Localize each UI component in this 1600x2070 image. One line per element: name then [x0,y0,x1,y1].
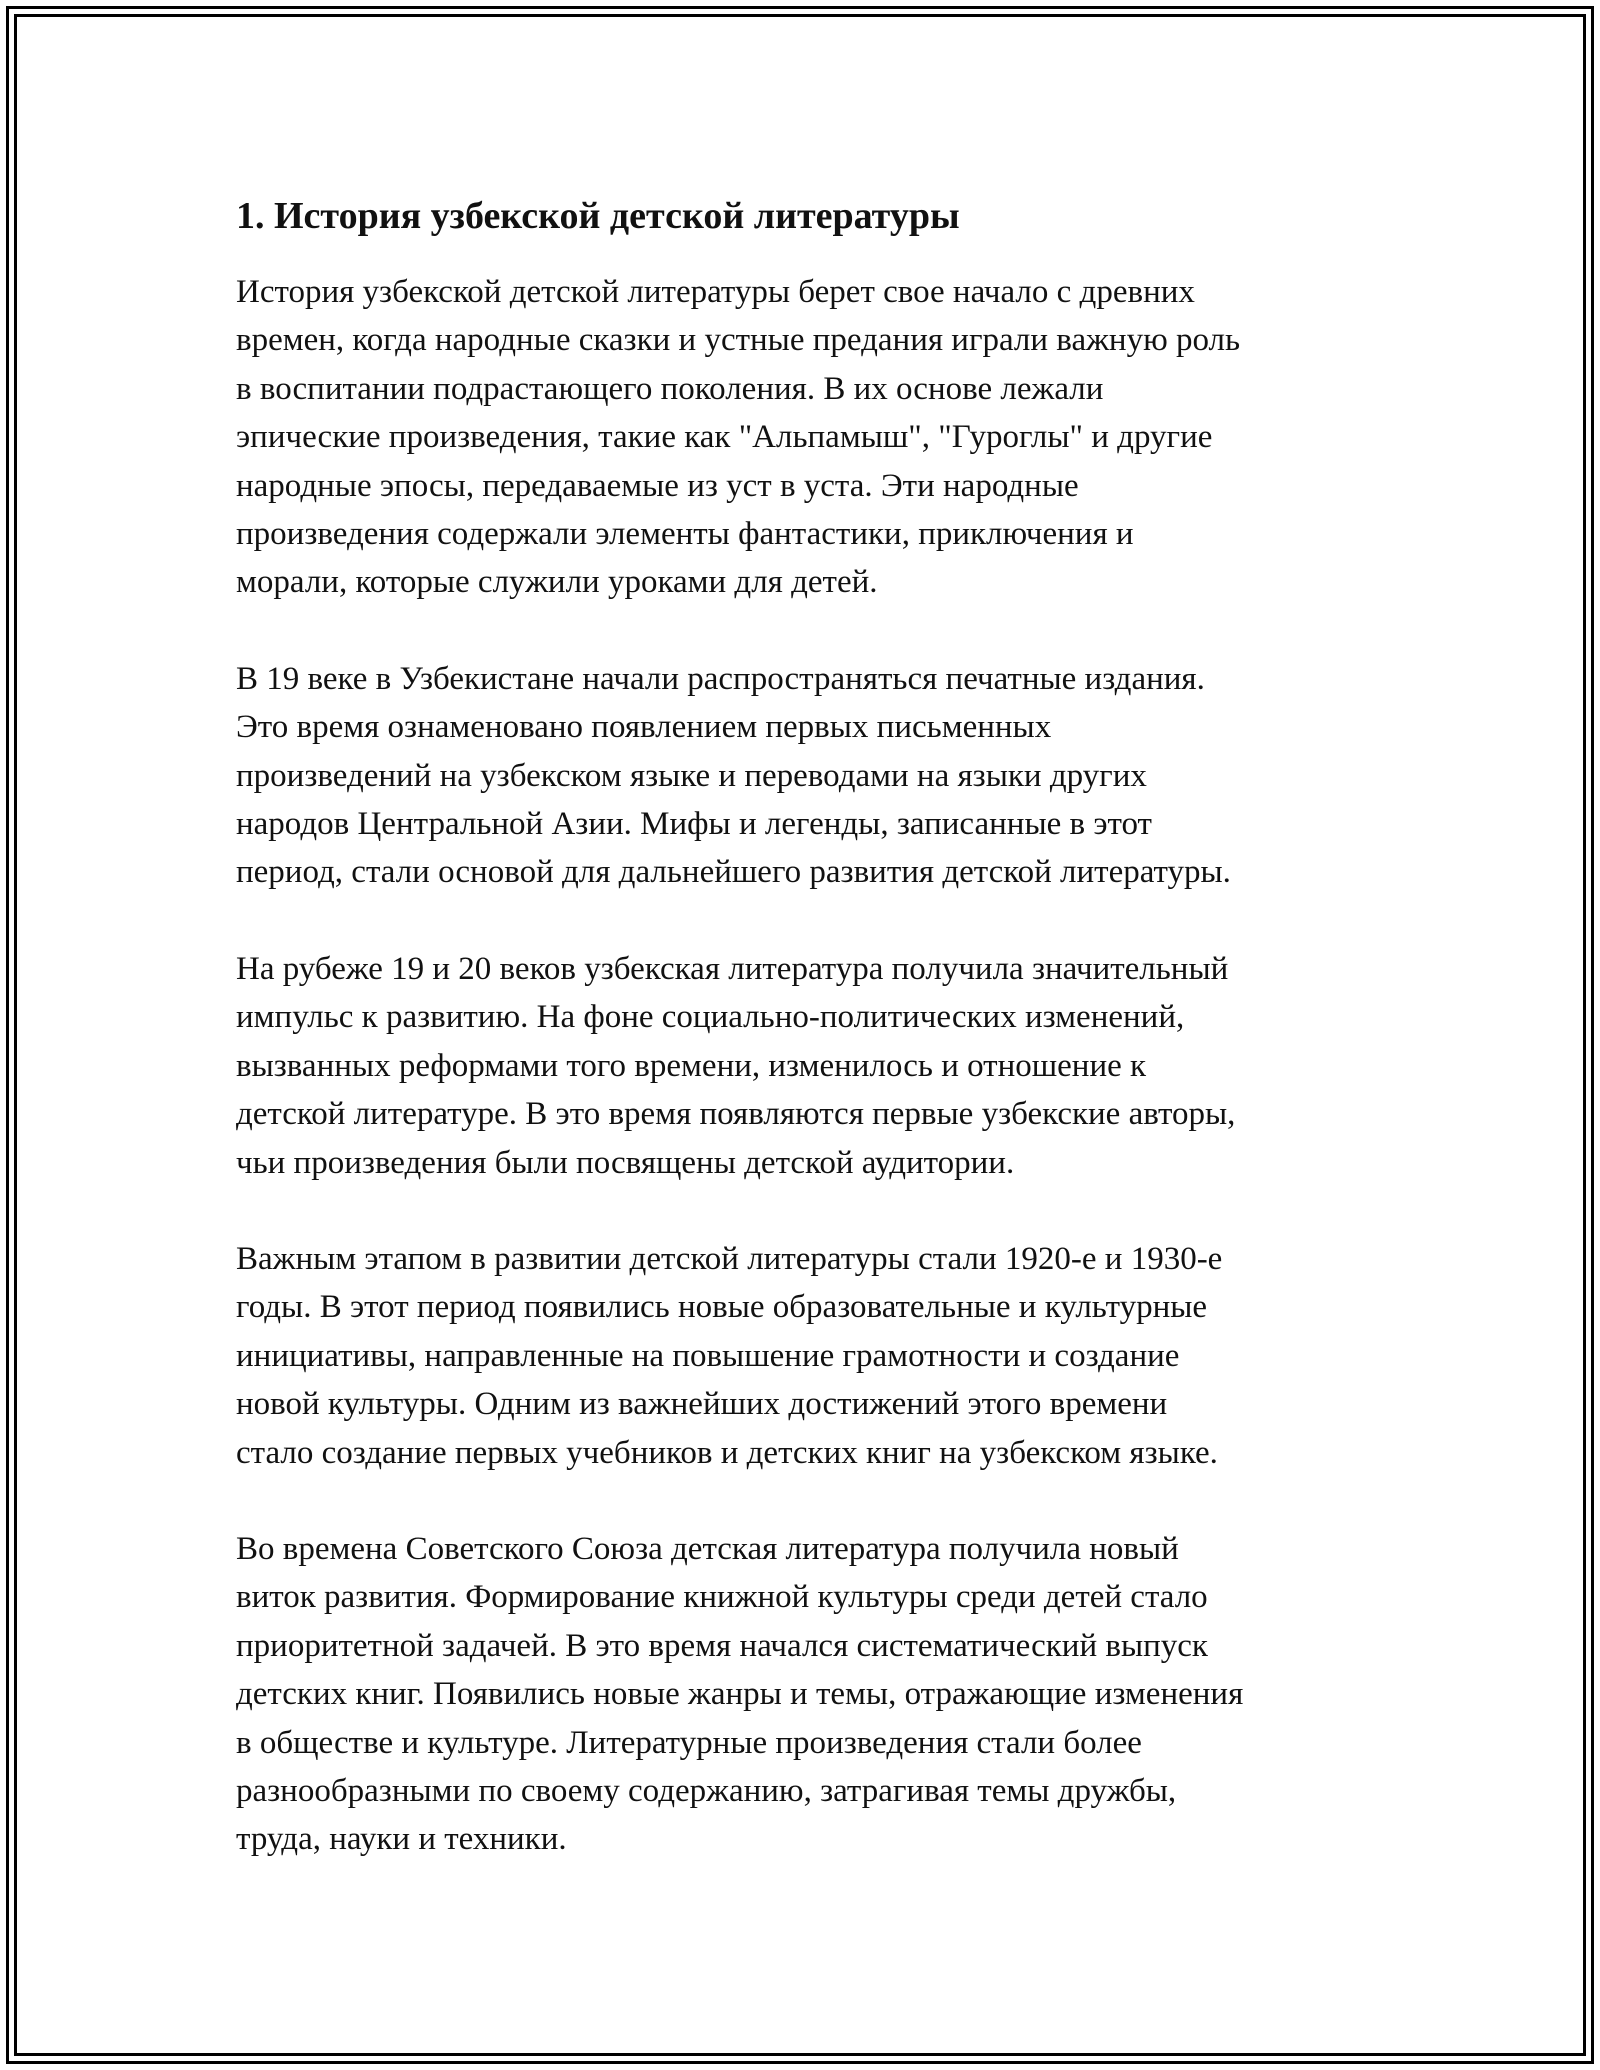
paragraph-line: Важным этапом в развитии детской литературы стали 1920-е и 1930-е [236,1240,1223,1277]
paragraph-line: детской литературе. В это время появляются первые узбекские авторы, [236,1096,1236,1133]
paragraph-line: в воспитании подрастающего поколения. В их основе лежали [236,370,1104,407]
paragraph-line: приоритетной задачей. В это время начался систематический выпуск [236,1627,1208,1664]
paragraph-line: стало создание первых учебников и детских книг на узбекском языке. [236,1434,1218,1471]
paragraph-line: произведений на узбекском языке и переводами на языки других [236,757,1147,794]
paragraph-line: годы. В этот период появились новые образовательные и культурные [236,1289,1208,1326]
paragraph-line: эпические произведения, такие как "Альпамыш", "Гуроглы" и другие [236,419,1213,456]
paragraph-line: История узбекской детской литературы берет свое начало с древних [236,274,1195,310]
paragraph-line: На рубеже 19 и 20 веков узбекская литература получила значительный [236,950,1229,987]
paragraph-line: произведения содержали элементы фантастики, приключения и [236,516,1134,553]
paragraph-5 [236,1525,1366,1864]
paragraph-line: вызванных реформами того времени, изменилось и отношение к [236,1047,1147,1084]
paragraph-line: детских книг. Появились новые жанры и темы, отражающие изменения [236,1676,1244,1713]
paragraph-line: разнообразными по своему содержанию, затрагивая темы дружбы, [236,1772,1177,1809]
paragraph-line: импульс к развитию. На фоне социально-политических изменений, [236,999,1185,1036]
paragraph-line: народов Центральной Азии. Мифы и легенды, записанные в этот [236,806,1152,843]
paragraph-line: труда, науки и техники. [236,1821,567,1858]
paragraph-2 [236,655,1366,897]
paragraph-line: виток развития. Формирование книжной культуры среди детей стало [236,1579,1208,1616]
document-body [236,188,1366,1912]
paragraph-line: новой культуры. Одним из важнейших достижений этого времени [236,1386,1168,1423]
section-heading: 1. История узбекской детской литературы [236,195,960,237]
paragraph-line: В 19 веке в Узбекистане начали распространяться печатные издания. [236,660,1205,697]
paragraph-line: народные эпосы, передаваемые из уст в уста. Эти народные [236,467,1079,504]
paragraph-3 [236,945,1366,1187]
paragraph-line: период, стали основой для дальнейшего развития детской литературы. [236,854,1231,891]
paragraph-line: времен, когда народные сказки и устные предания играли важную роль [236,322,1241,359]
paragraph-line: Во времена Советского Союза детская литература получила новый [236,1530,1179,1567]
paragraph-line: инициативы, направленные на повышение грамотности и создание [236,1337,1180,1374]
paragraph-4 [236,1235,1366,1477]
paragraph-line: в обществе и культуре. Литературные произведения стали более [236,1724,1142,1761]
paragraph-1 [236,268,1366,607]
paragraph-line: чьи произведения были посвящены детской аудитории. [236,1144,1015,1181]
paragraph-line: морали, которые служили уроками для детей. [236,564,878,601]
paragraph-line: Это время ознаменовано появлением первых письменных [236,709,1052,746]
